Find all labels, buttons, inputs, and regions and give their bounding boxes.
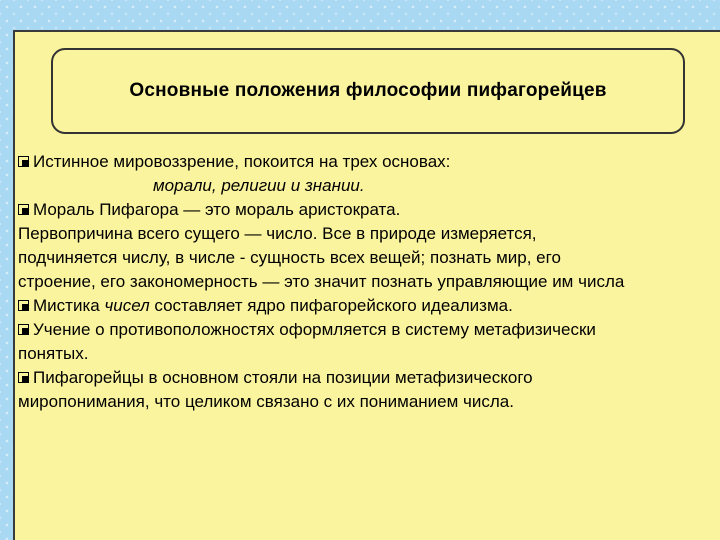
- text-line: [18, 246, 720, 270]
- text-line: [18, 318, 720, 342]
- text-line: [18, 294, 720, 318]
- line-text: Пифагорейцы в основном стояли на позиции метафизического: [33, 368, 533, 387]
- slide-content: [18, 150, 720, 414]
- text-line: [18, 198, 720, 222]
- text-line: [18, 366, 720, 390]
- slide: [13, 30, 720, 540]
- text-line: [18, 270, 720, 294]
- line-text: Мистика: [33, 296, 105, 315]
- line-text: Истинное мировоззрение, покоится на трех основах:: [33, 152, 451, 171]
- line-text: морали, религии и знании.: [153, 176, 365, 195]
- title-box: [51, 48, 685, 134]
- line-text: понятых.: [18, 344, 89, 363]
- slide-title: Основные положения философии пифагорейцев: [129, 80, 607, 101]
- checkbox-bullet-icon: [18, 324, 29, 335]
- line-text: Мораль Пифагора — это мораль аристократа.: [33, 200, 401, 219]
- line-text: составляет ядро пифагорейского идеализма.: [149, 296, 513, 315]
- text-line: [18, 342, 720, 366]
- checkbox-bullet-icon: [18, 300, 29, 311]
- checkbox-bullet-icon: [18, 372, 29, 383]
- text-line: [18, 150, 720, 174]
- text-line: [18, 222, 720, 246]
- text-line: [18, 174, 720, 198]
- text-line: [18, 390, 720, 414]
- line-text: миропонимания, что целиком связано с их пониманием числа.: [18, 392, 514, 411]
- line-text: строение, его закономерность — это значит познать управляющие им числа: [18, 272, 625, 291]
- line-text-italic: чисел: [104, 296, 150, 315]
- line-text: Первопричина всего сущего — число. Все в природе измеряется,: [18, 224, 537, 243]
- line-text: Учение о противоположностях оформляется в систему метафизически: [33, 320, 596, 339]
- line-text: подчиняется числу, в числе - сущность всех вещей; познать мир, его: [18, 248, 561, 267]
- checkbox-bullet-icon: [18, 156, 29, 167]
- checkbox-bullet-icon: [18, 204, 29, 215]
